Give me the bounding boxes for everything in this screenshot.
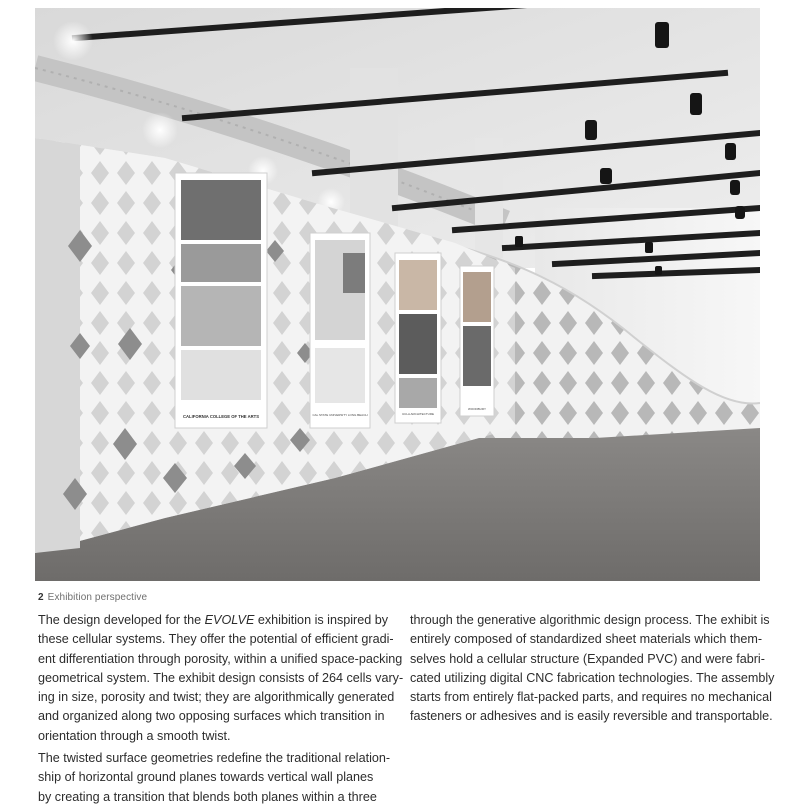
text-line: orientation through a smooth twist. xyxy=(38,728,231,743)
text-line: starts from entirely flat-packed parts, and requires no mechanical xyxy=(410,690,772,705)
text-line: ship of horizontal ground planes towards vertical wall planes xyxy=(38,770,374,785)
text-line: fasteners or adhesives and is easily reversible and transportable. xyxy=(410,709,773,724)
text-line: The design developed for the EVOLVE exhibition is inspired by xyxy=(38,613,389,627)
text-line: these cellular systems. They offer the potential of efficient gradi- xyxy=(38,632,394,647)
text-line: through the generative algorithmic design process. The exhibit is xyxy=(410,613,770,627)
text-column-left xyxy=(38,611,404,807)
exhibition-photo xyxy=(35,8,760,581)
text-column-right xyxy=(410,611,775,727)
text-line: ent differentiation through porosity, within a unified space-packing xyxy=(38,651,403,666)
text-line: and organized along two opposing surfaces which transition in xyxy=(38,709,385,724)
panel-title-ucla: UCLA ARCHITECTURE xyxy=(401,412,435,416)
text-line: selves hold a cellular structure (Expanded PVC) and were fabri- xyxy=(410,651,765,666)
panel-title-woodbury: WOODBURY xyxy=(468,407,486,411)
text-line: geometrical system. The exhibit design consists of 264 cells vary- xyxy=(38,670,404,685)
text-line: cated utilizing digital CNC fabrication technologies. The assembly xyxy=(410,670,775,685)
figure-number: 2 xyxy=(38,592,44,603)
panel-title-cca: CALIFORNIA COLLEGE OF THE ARTS xyxy=(183,414,259,419)
panel-title-csulb: CAL STATE UNIVERSITY LONG BEACH xyxy=(312,413,368,417)
text-line: The twisted surface geometries redefine the traditional relation- xyxy=(38,751,391,766)
text-line: ing in size, porosity and twist; they are algorithmically generated xyxy=(38,690,395,705)
text-line: entirely composed of standardized sheet materials which them- xyxy=(410,632,763,647)
figure-caption-text: Exhibition perspective xyxy=(47,592,148,603)
figure-caption xyxy=(38,592,147,603)
exhibition-name: EVOLVE xyxy=(204,613,255,627)
text-line: by creating a transition that blends both planes within a three xyxy=(38,789,377,804)
